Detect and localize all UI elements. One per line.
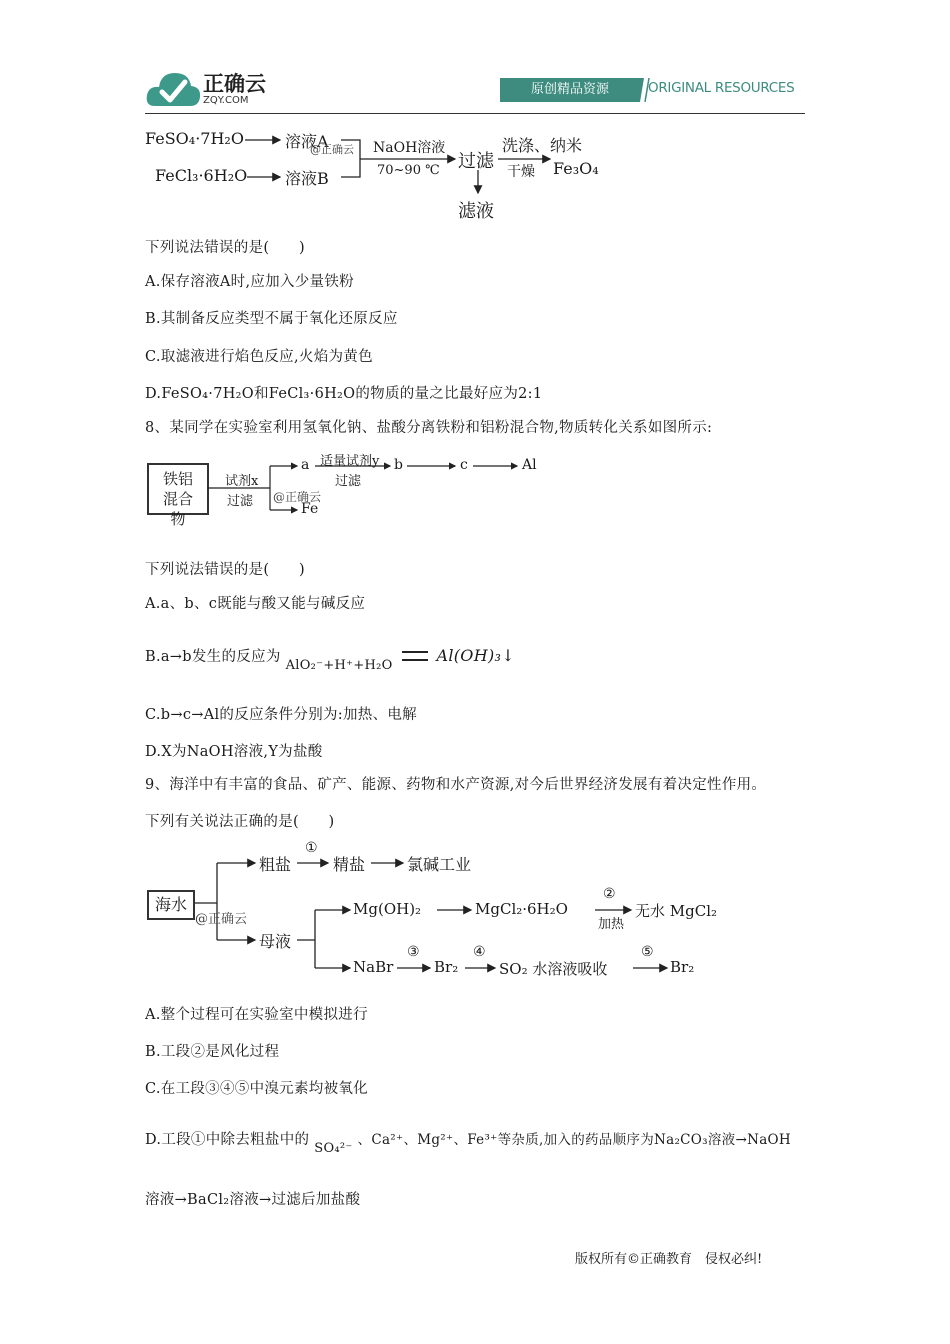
q9-option-a: A.整个过程可在实验室中模拟进行 bbox=[145, 1007, 368, 1023]
chlor-alkali: 氯碱工业 bbox=[407, 855, 472, 874]
diagram-fe3o4 bbox=[145, 125, 615, 225]
mixture-label: 铁铝混合物 bbox=[162, 470, 193, 528]
step-2: ② bbox=[603, 886, 616, 902]
dry-step: 干燥 bbox=[507, 164, 535, 180]
q9-option-d-pre: D.工段①中除去粗盐中的 bbox=[145, 1132, 310, 1148]
step-4: ④ bbox=[473, 944, 486, 960]
reagent-x: 试剂x bbox=[225, 474, 259, 489]
crude-salt: 粗盐 bbox=[259, 855, 292, 874]
so2-absorb: SO₂ 水溶液吸收 bbox=[499, 960, 608, 978]
logo-text-en: ZQY.COM bbox=[203, 95, 249, 106]
q9-option-c: C.在工段③④⑤中溴元素均被氧化 bbox=[145, 1081, 368, 1097]
br2-second: Br₂ bbox=[670, 958, 695, 976]
q9-ask: 下列有关说法正确的是( ) bbox=[145, 814, 335, 830]
diagram-seawater bbox=[145, 840, 735, 985]
q8-option-a: A.a、b、c既能与酸又能与碱反应 bbox=[145, 596, 366, 612]
q9-option-d-continued: 溶液→BaCl₂溶液→过滤后加盐酸 bbox=[145, 1192, 361, 1208]
reactant-fecl3: FeCl₃·6H₂O bbox=[155, 166, 248, 185]
filter-2: 过滤 bbox=[335, 474, 362, 489]
q8-option-d: D.X为NaOH溶液,Y为盐酸 bbox=[145, 744, 323, 760]
watermark: @正确云 bbox=[273, 490, 322, 504]
q8-option-b-eq-right: Al(OH)₃↓ bbox=[436, 646, 515, 665]
logo-text-cn: 正确云 bbox=[203, 72, 266, 96]
filter-step: 过滤 bbox=[458, 151, 494, 172]
q7-option-a: A.保存溶液A时,应加入少量铁粉 bbox=[145, 274, 354, 290]
banner-resources: ORIGINAL RESOURCES bbox=[648, 80, 795, 96]
node-c: c bbox=[460, 457, 468, 473]
reagent-y: 适量试剂y bbox=[320, 454, 380, 469]
product-fe3o4: Fe₃O₄ bbox=[553, 159, 599, 178]
filter-1: 过滤 bbox=[227, 494, 254, 509]
q7-option-c: C.取滤液进行焰色反应,火焰为黄色 bbox=[145, 349, 373, 365]
solution-a: 溶液A bbox=[285, 132, 329, 151]
node-a: a bbox=[301, 457, 310, 473]
step-5: ⑤ bbox=[641, 944, 654, 960]
anhydrous-mgcl2: 无水 MgCl₂ bbox=[635, 902, 718, 920]
reactant-feso4: FeSO₄·7H₂O bbox=[145, 129, 244, 148]
q9-option-d-post: 、Ca²⁺、Mg²⁺、Fe³⁺等杂质,加入的药品顺序为Na₂CO₃溶液→NaOH bbox=[357, 1132, 791, 1148]
seawater-label: 海水 bbox=[154, 895, 187, 914]
header-rule bbox=[145, 113, 805, 114]
mgcl2-hydrate: MgCl₂·6H₂O bbox=[475, 900, 568, 918]
equals-sign-icon bbox=[402, 651, 428, 661]
solution-b: 溶液B bbox=[285, 169, 329, 188]
banner-original: 原创精品资源 bbox=[500, 78, 640, 102]
logo bbox=[145, 66, 275, 110]
wash-step: 洗涤、纳米 bbox=[502, 136, 583, 155]
watermark: @正确云 bbox=[310, 143, 354, 156]
step-1: ① bbox=[305, 840, 318, 856]
q8-option-b-prefix: B.a→b发生的反应为 bbox=[145, 649, 281, 665]
q8-option-c: C.b→c→Al的反应条件分别为:加热、电解 bbox=[145, 707, 417, 723]
q7-stem: 下列说法错误的是( ) bbox=[145, 240, 305, 256]
node-al: Al bbox=[522, 457, 537, 473]
node-fe: Fe bbox=[301, 501, 319, 517]
q8-ask: 下列说法错误的是( ) bbox=[145, 562, 305, 578]
logo-cloud-icon bbox=[145, 66, 201, 110]
header-banner bbox=[500, 78, 805, 102]
reagent-naoh: NaOH溶液 bbox=[373, 140, 446, 156]
q7-option-b: B.其制备反应类型不属于氧化还原反应 bbox=[145, 311, 398, 327]
watermark: @正确云 bbox=[195, 912, 248, 927]
heat-label: 加热 bbox=[598, 917, 625, 932]
filtrate: 滤液 bbox=[458, 201, 494, 222]
fine-salt: 精盐 bbox=[333, 855, 366, 874]
q8-stem: 8、某同学在实验室利用氢氧化钠、盐酸分离铁粉和铝粉混合物,物质转化关系如图所示: bbox=[145, 420, 713, 436]
node-b: b bbox=[394, 457, 403, 473]
q9-option-b: B.工段②是风化过程 bbox=[145, 1044, 280, 1060]
temperature: 70~90 ℃ bbox=[377, 163, 440, 178]
step-3: ③ bbox=[407, 944, 420, 960]
nabr: NaBr bbox=[353, 958, 394, 976]
mg-hydroxide: Mg(OH)₂ bbox=[353, 900, 422, 918]
q9-option-d-ion: SO₄²⁻ bbox=[314, 1141, 353, 1156]
br2-first: Br₂ bbox=[434, 958, 459, 976]
q9-stem: 9、海洋中有丰富的食品、矿产、能源、药物和水产资源,对今后世界经济发展有着决定性作用。 bbox=[145, 777, 767, 793]
footer-copyright: 版权所有©正确教育 侵权必纠! bbox=[575, 1252, 763, 1267]
diagram-fe-al bbox=[145, 450, 565, 528]
q8-option-b-eq-left: AlO₂⁻+H⁺+H₂O bbox=[285, 658, 393, 673]
q7-option-d: D.FeSO₄·7H₂O和FeCl₃·6H₂O的物质的量之比最好应为2:1 bbox=[145, 386, 543, 402]
q8-option-b bbox=[145, 645, 515, 673]
mother-liquor: 母液 bbox=[259, 932, 292, 951]
q9-option-d bbox=[145, 1128, 791, 1156]
